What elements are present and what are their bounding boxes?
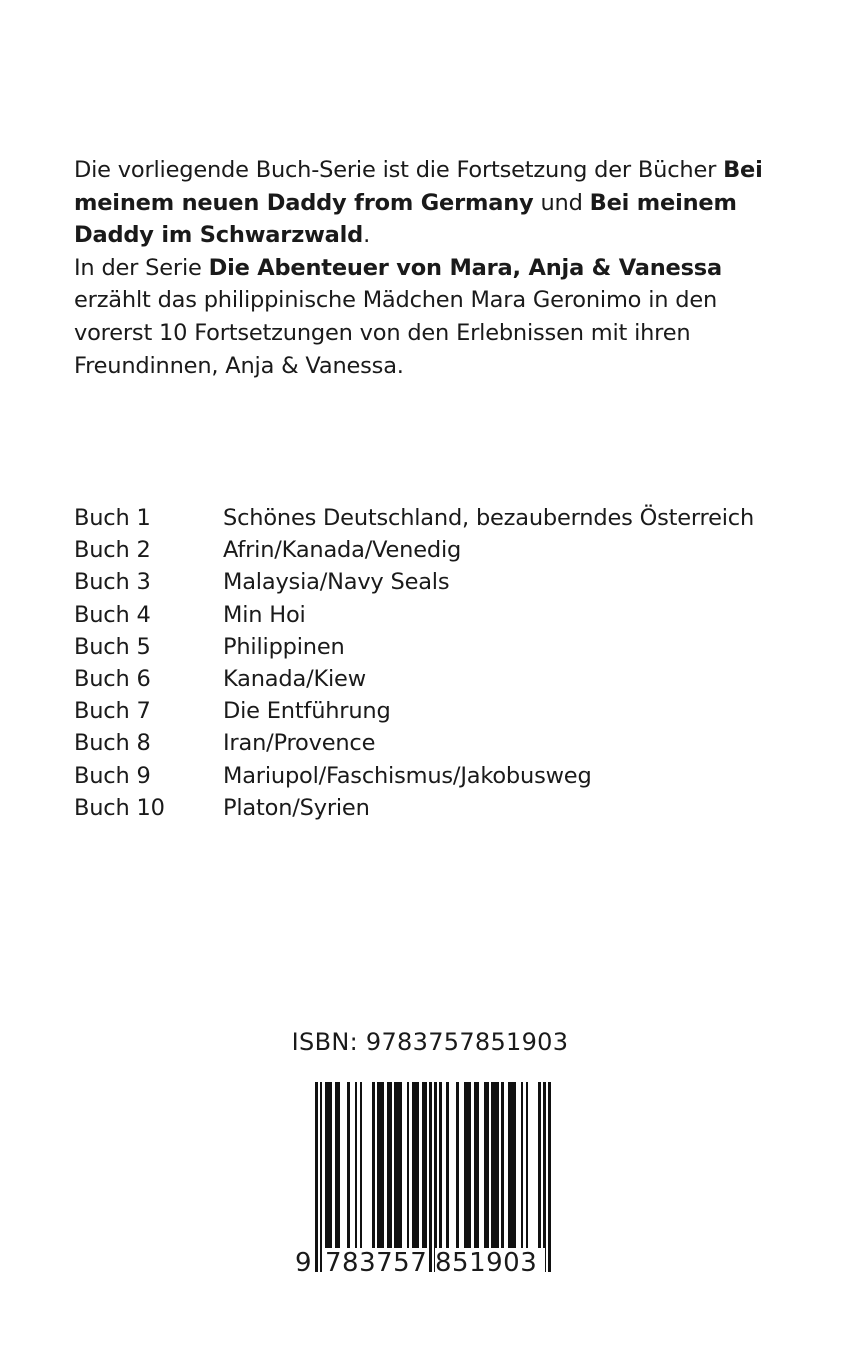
book-row [74, 566, 754, 598]
barcode-bar [513, 1082, 516, 1248]
barcode-bar [360, 1082, 363, 1248]
series-title: Die Abenteuer von Mara, Anja & Vanessa [208, 254, 722, 281]
book-row [74, 792, 754, 824]
description-paragraph-2: In der Serie Die Abenteuer von Mara, Anja & Vanessa erzählt das philippinische Mädchen Mara Geronimo in den vorerst 10 Fortsetzungen von den Erlebnissen mit ihren Freundinnen, Anja & Vanessa. [74, 254, 722, 379]
book-title-1: Bei meinem neuen Daddy from Germany [74, 157, 763, 216]
barcode-guard-bar [548, 1082, 551, 1272]
isbn-label: ISBN: 9783757851903 [291, 1028, 569, 1056]
book-number: Buch 8 [74, 730, 151, 757]
book-title: Min Hoi [223, 601, 306, 628]
book-title: Philippinen [223, 633, 345, 660]
barcode-bar [501, 1082, 504, 1248]
series-description [74, 154, 764, 382]
barcode-bar [446, 1082, 449, 1248]
book-number: Buch 2 [74, 537, 151, 564]
book-number: Buch 7 [74, 698, 151, 725]
book-number: Buch 10 [74, 794, 165, 821]
barcode-lead-digit: 9 [295, 1248, 312, 1278]
barcode-bar [330, 1082, 333, 1248]
description-paragraph-1: Die vorliegende Buch-Serie ist die Fortsetzung der Bücher Bei meinem neuen Daddy from Germany und Bei meinem Daddy im Schwarzwald. [74, 157, 763, 249]
book-title: Platon/Syrien [223, 794, 370, 821]
barcode-bar [486, 1082, 489, 1248]
book-title: Malaysia/Navy Seals [223, 569, 450, 596]
barcode-bar [538, 1082, 541, 1248]
book-row [74, 695, 754, 727]
barcode-bar [496, 1082, 499, 1248]
book-row [74, 760, 754, 792]
barcode-guard-bar [320, 1082, 323, 1272]
barcode-bar [372, 1082, 375, 1248]
book-number: Buch 9 [74, 762, 151, 789]
book-title-2: Bei meinem Daddy im Schwarzwald [74, 189, 737, 249]
book-row [74, 631, 754, 663]
barcode-bar [456, 1082, 459, 1248]
barcode-bar [424, 1082, 427, 1248]
book-row [74, 727, 754, 759]
barcode-bar [476, 1082, 479, 1248]
barcode-bar [407, 1082, 410, 1248]
barcode-bar [337, 1082, 340, 1248]
barcode-guard-bar [543, 1082, 546, 1272]
barcode-bar [389, 1082, 392, 1248]
book-number: Buch 1 [74, 505, 151, 531]
barcode-bar [521, 1082, 524, 1248]
barcode-bar [355, 1082, 358, 1248]
barcode-bar [382, 1082, 385, 1248]
barcode-guard-bar [434, 1082, 437, 1272]
book-title: Mariupol/Faschismus/Jakobusweg [223, 762, 592, 789]
barcode-left-digits: 783757 [325, 1248, 428, 1278]
book-number: Buch 3 [74, 569, 151, 596]
book-row [74, 599, 754, 631]
isbn-barcode [295, 1082, 565, 1282]
book-number: Buch 4 [74, 601, 151, 628]
book-title: Afrin/Kanada/Venedig [223, 537, 462, 564]
book-row [74, 502, 754, 534]
barcode-guard-bar [315, 1082, 318, 1272]
barcode-guard-bar [429, 1082, 432, 1272]
barcode-bar [526, 1082, 529, 1248]
book-row [74, 534, 754, 566]
book-title: Iran/Provence [223, 730, 376, 757]
book-row [74, 663, 754, 695]
book-number: Buch 6 [74, 665, 151, 692]
barcode-bar [439, 1082, 442, 1248]
book-list [74, 502, 754, 824]
barcode-bar [347, 1082, 350, 1248]
barcode-right-digits: 851903 [435, 1248, 545, 1278]
barcode-bar [469, 1082, 472, 1248]
book-title: Die Entführung [223, 698, 391, 725]
barcode-bar [399, 1082, 402, 1248]
book-number: Buch 5 [74, 633, 151, 660]
book-title: Schönes Deutschland, bezauberndes Österreich [223, 505, 755, 531]
barcode-bar [417, 1082, 420, 1248]
book-title: Kanada/Kiew [223, 665, 366, 692]
